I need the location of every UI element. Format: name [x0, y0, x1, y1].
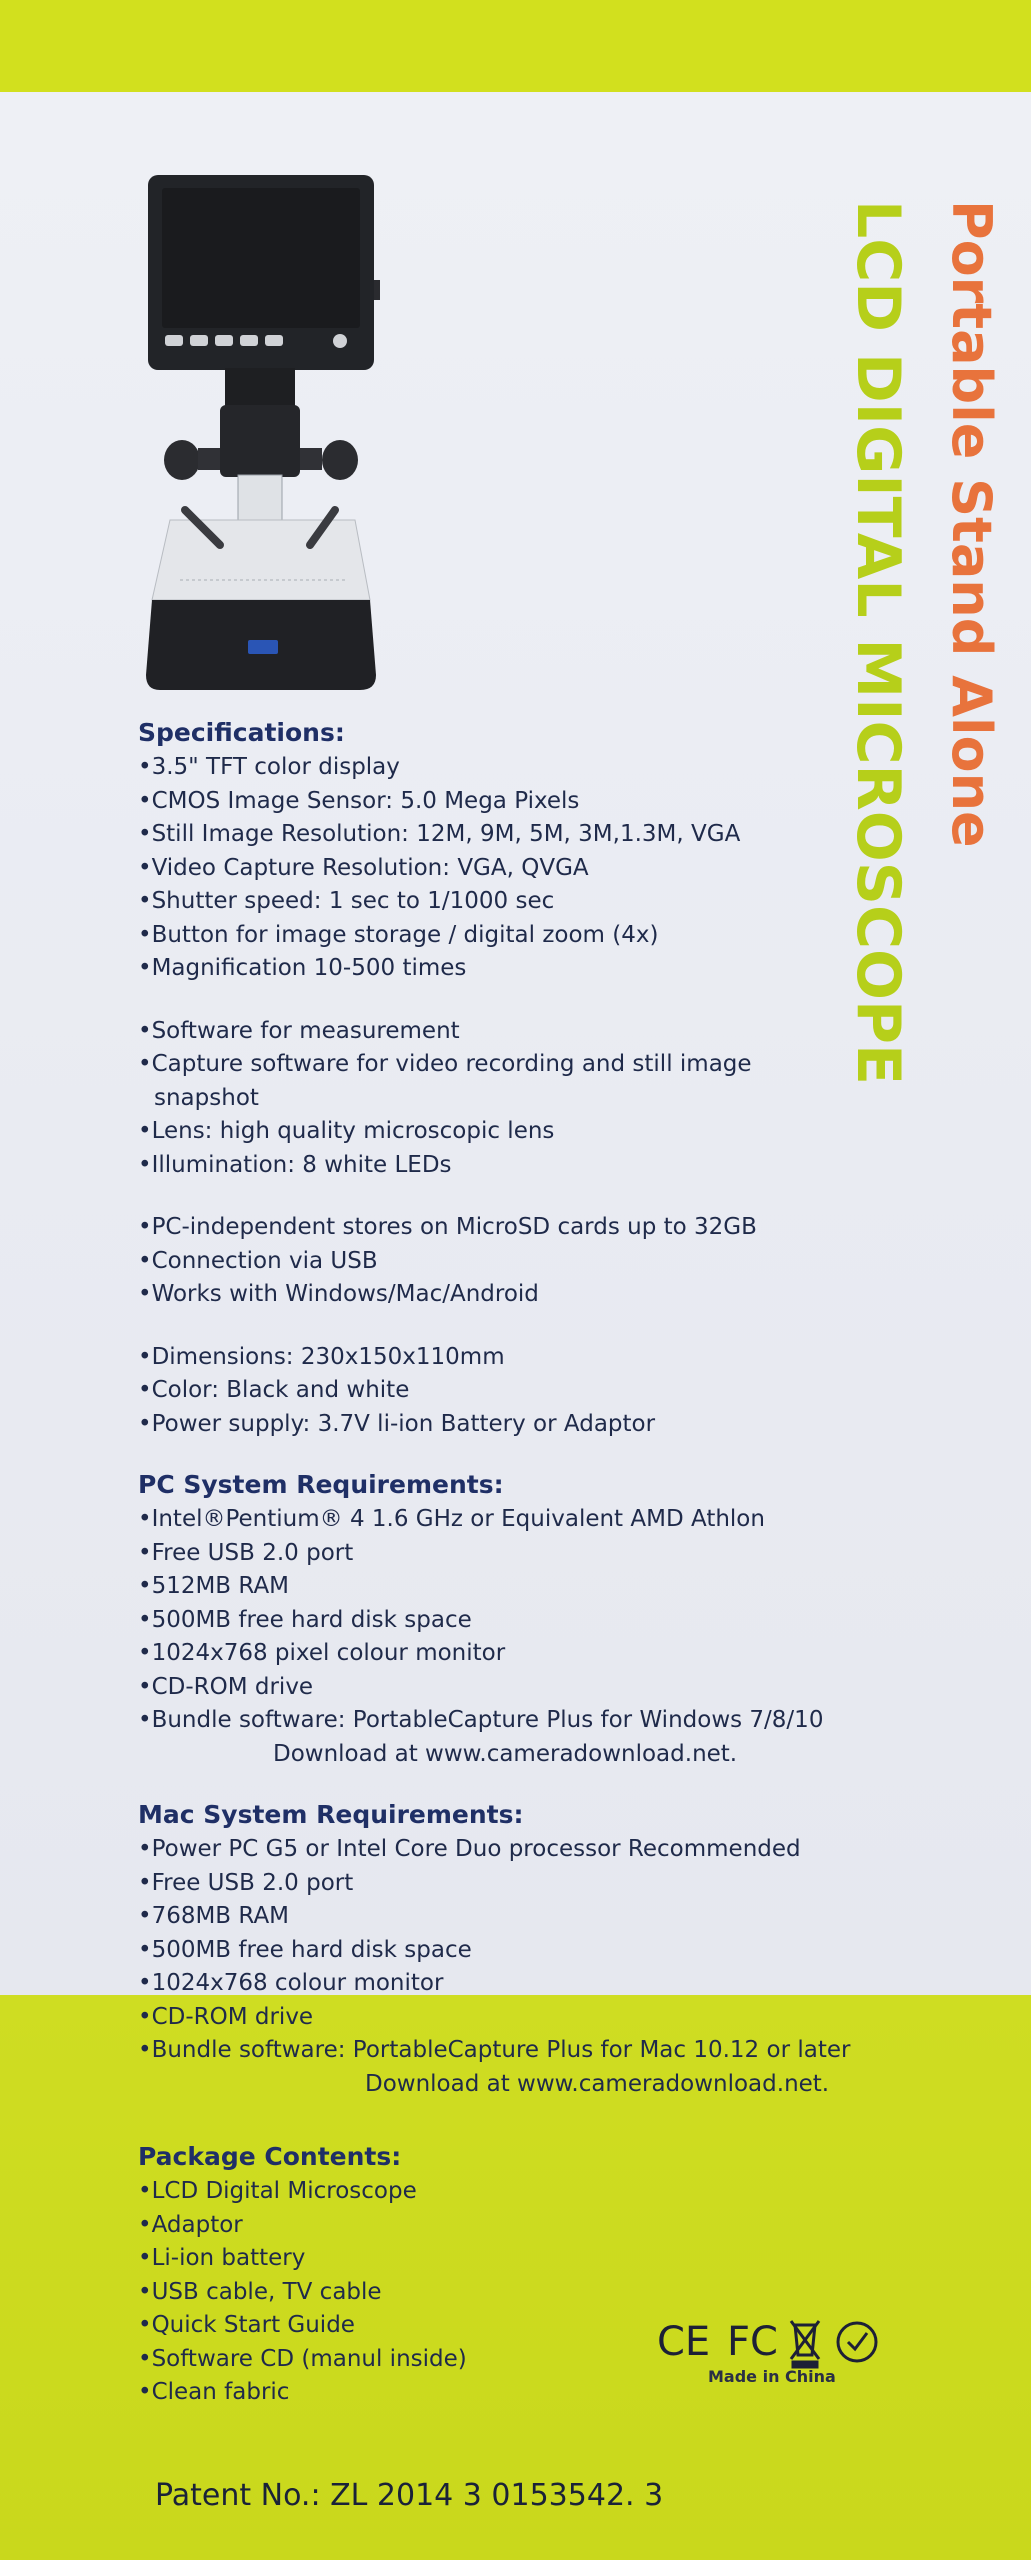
- spec-item: •Button for image storage / digital zoom (4x): [138, 921, 659, 948]
- pc-requirements-heading: PC System Requirements:: [138, 1470, 504, 1499]
- spec-item: •Color: Black and white: [138, 1377, 410, 1403]
- top-color-band: [0, 0, 1031, 95]
- spec-item: •Lens: high quality microscopic lens: [138, 1118, 555, 1144]
- spec-item: •Illumination: 8 white LEDs: [138, 1151, 452, 1178]
- mac-item: •CD-ROM drive: [138, 2003, 314, 2030]
- title-portable-stand-alone: Portable Stand Alone: [940, 200, 1003, 848]
- spec-content: [138, 715, 898, 2410]
- spec-item: •Works with Windows/Mac/Android: [138, 1281, 539, 1307]
- mac-item: •500MB free hard disk space: [138, 1936, 472, 1963]
- title-lcd-digital-microscope: LCD DIGITAL MICROSCOPE: [843, 200, 913, 1085]
- spec-item: •Connection via USB: [138, 1247, 378, 1274]
- specifications-heading: Specifications:: [138, 718, 345, 747]
- package-item: •Adaptor: [138, 2211, 243, 2238]
- spec-item: •Magnification 10-500 times: [138, 955, 467, 981]
- pc-item: •CD-ROM drive: [138, 1673, 314, 1700]
- made-in-china: Made in China: [708, 2367, 836, 2386]
- spec-item: •3.5" TFT color display: [138, 754, 400, 780]
- pc-item: •500MB free hard disk space: [138, 1606, 472, 1633]
- package-contents-heading: Package Contents:: [138, 2142, 402, 2171]
- pc-item: •Free USB 2.0 port: [138, 1539, 354, 1566]
- weee-bin-icon: [791, 2321, 819, 2367]
- spec-item: •Dimensions: 230x150x110mm: [138, 1343, 505, 1370]
- pc-item: •Bundle software: PortableCapture Plus for Windows 7/8/10: [138, 1707, 824, 1733]
- package-item: •Software CD (manul inside): [138, 2345, 467, 2372]
- spec-item: •Software for measurement: [138, 1017, 460, 1044]
- microscope-image: [140, 170, 385, 700]
- pc-item: •512MB RAM: [138, 1573, 290, 1599]
- mac-item: •Bundle software: PortableCapture Plus for Mac 10.12 or later: [138, 2037, 851, 2063]
- package-item: •USB cable, TV cable: [138, 2278, 382, 2305]
- spec-item: snapshot: [154, 1084, 259, 1111]
- mac-item: •Free USB 2.0 port: [138, 1869, 354, 1896]
- spec-item: •CMOS Image Sensor: 5.0 Mega Pixels: [138, 787, 580, 814]
- spec-item: •Shutter speed: 1 sec to 1/1000 sec: [138, 888, 555, 914]
- spec-item: •Video Capture Resolution: VGA, QVGA: [138, 854, 589, 881]
- package-item: •Clean fabric: [138, 2379, 290, 2405]
- package-item: •LCD Digital Microscope: [138, 2178, 417, 2204]
- mac-item: •Power PC G5 or Intel Core Duo processor Recommended: [138, 1836, 801, 1862]
- patent-number: Patent No.: ZL 2014 3 0153542. 3: [155, 2478, 664, 2513]
- spec-item: •Power supply: 3.7V li-ion Battery or Adaptor: [138, 1410, 656, 1437]
- pc-item: •1024x768 pixel colour monitor: [138, 1640, 506, 1666]
- rohs-icon: [838, 2323, 876, 2361]
- pc-download: Download at www.cameradownload.net.: [273, 1740, 738, 1767]
- spec-item: •PC-independent stores on MicroSD cards up to 32GB: [138, 1214, 757, 1240]
- spec-item: •Still Image Resolution: 12M, 9M, 5M, 3M,1.3M, VGA: [138, 821, 741, 847]
- package-item: •Li-ion battery: [138, 2245, 306, 2271]
- mac-item: •768MB RAM: [138, 1903, 290, 1929]
- fc-mark-icon: FC: [727, 2319, 778, 2365]
- package-item: •Quick Start Guide: [138, 2312, 355, 2338]
- mac-item: •1024x768 colour monitor: [138, 1970, 444, 1996]
- mac-requirements-heading: Mac System Requirements:: [138, 1800, 524, 1829]
- spec-item: •Capture software for video recording and still image: [138, 1051, 752, 1077]
- pc-item: •Intel®Pentium® 4 1.6 GHz or Equivalent AMD Athlon: [138, 1506, 765, 1532]
- mac-download: Download at www.cameradownload.net.: [365, 2070, 830, 2097]
- ce-mark-icon: CE: [657, 2319, 711, 2365]
